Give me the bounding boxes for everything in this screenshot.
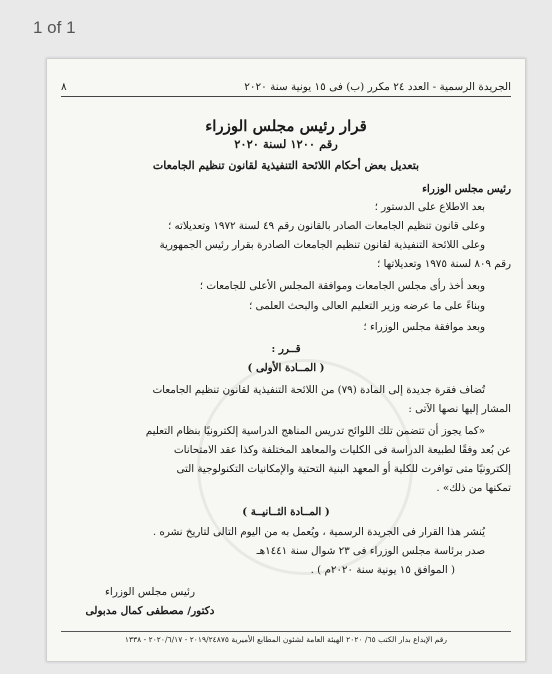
page-footer: رقم الإيداع بدار الكتب ٦٥/ ٢٠٢٠ الهيئة العامة لشئون المطابع الأميرية ٢٠١٩/٢٤٨٧٥ - ٢٠٢٠/٦/١٧ - ١٣٣٨ (61, 631, 511, 644)
preamble-4: وبعد أخذ رأى مجلس الجامعات وموافقة المجلس الأعلى للجامعات ؛ (199, 280, 485, 292)
document-page (46, 58, 526, 662)
preamble-6: وبعد موافقة مجلس الوزراء ؛ (363, 321, 485, 333)
page-indicator: 1 of 1 (33, 18, 76, 37)
article-1-line-5: إلكترونيًا متى توافرت للكلية أو المعهد البنية التحتية والإمكانيات التكنولوجية التى (176, 463, 511, 475)
article-1-line-4: عن بُعد وفقًا لطبيعة الدراسة فى الكليات والمعاهد المختلفة وكذا عقد الامتحانات (173, 444, 511, 456)
article-2-line-3: ( الموافق ١٥ يونية سنة ٢٠٢٠م ) . (310, 564, 455, 576)
article-2-heading: ( المــادة الثــانيــة ) (242, 506, 330, 518)
article-1-line-3: «كما يجوز أن تتضمن تلك اللوائح تدريس المناهج الدراسية إلكترونيًا بنظام التعليم (145, 425, 485, 437)
header-page-number: ٨ (61, 81, 67, 93)
preamble-5: وبناءً على ما عرضه وزير التعليم العالى والبحث العلمى ؛ (248, 300, 485, 312)
article-1-line-6: تمكنها من ذلك» . (436, 482, 511, 494)
decided-heading: قــرر : (271, 343, 301, 355)
signature-role: رئيس مجلس الوزراء (104, 586, 196, 598)
article-2-line-2: صدر برئاسة مجلس الوزراء فى ٢٣ شوال سنة ١٤٤١هـ (256, 545, 485, 557)
issuer: رئيس مجلس الوزراء (422, 183, 511, 195)
preamble-2: وعلى قانون تنظيم الجامعات الصادر بالقانون رقم ٤٩ لسنة ١٩٧٢ وتعديلاته ؛ (167, 220, 485, 232)
page-header (61, 81, 511, 97)
decree-number: رقم ١٢٠٠ لسنة ٢٠٢٠ (234, 137, 338, 151)
preamble-3: وعلى اللائحة التنفيذية لقانون تنظيم الجامعات الصادرة بقرار رئيس الجمهورية (159, 239, 485, 251)
decree-subject: بتعديل بعض أحكام اللائحة التنفيذية لقانون تنظيم الجامعات (152, 159, 420, 172)
header-text: الجريدة الرسمية - العدد ٢٤ مكرر (ب) فى ١٥ يونية سنة ٢٠٢٠ (244, 81, 511, 93)
decree-title: قرار رئيس مجلس الوزراء (205, 117, 367, 135)
article-2-line-1: يُنشر هذا القرار فى الجريدة الرسمية ، ويُعمل به من اليوم التالى لتاريخ نشره . (152, 526, 485, 538)
article-1-line-1: تُضاف فقرة جديدة إلى المادة (٧٩) من اللائحة التنفيذية لقانون تنظيم الجامعات (152, 384, 485, 396)
article-1-heading: ( المــادة الأولى ) (247, 362, 325, 374)
preamble-1: بعد الاطلاع على الدستور ؛ (374, 201, 485, 213)
article-1-line-2: المشار إليها نصها الآتى : (408, 403, 511, 415)
preamble-3-cont: رقم ٨٠٩ لسنة ١٩٧٥ وتعديلاتها ؛ (376, 258, 511, 270)
signature-name: دكتور/ مصطفى كمال مدبولى (85, 605, 215, 617)
